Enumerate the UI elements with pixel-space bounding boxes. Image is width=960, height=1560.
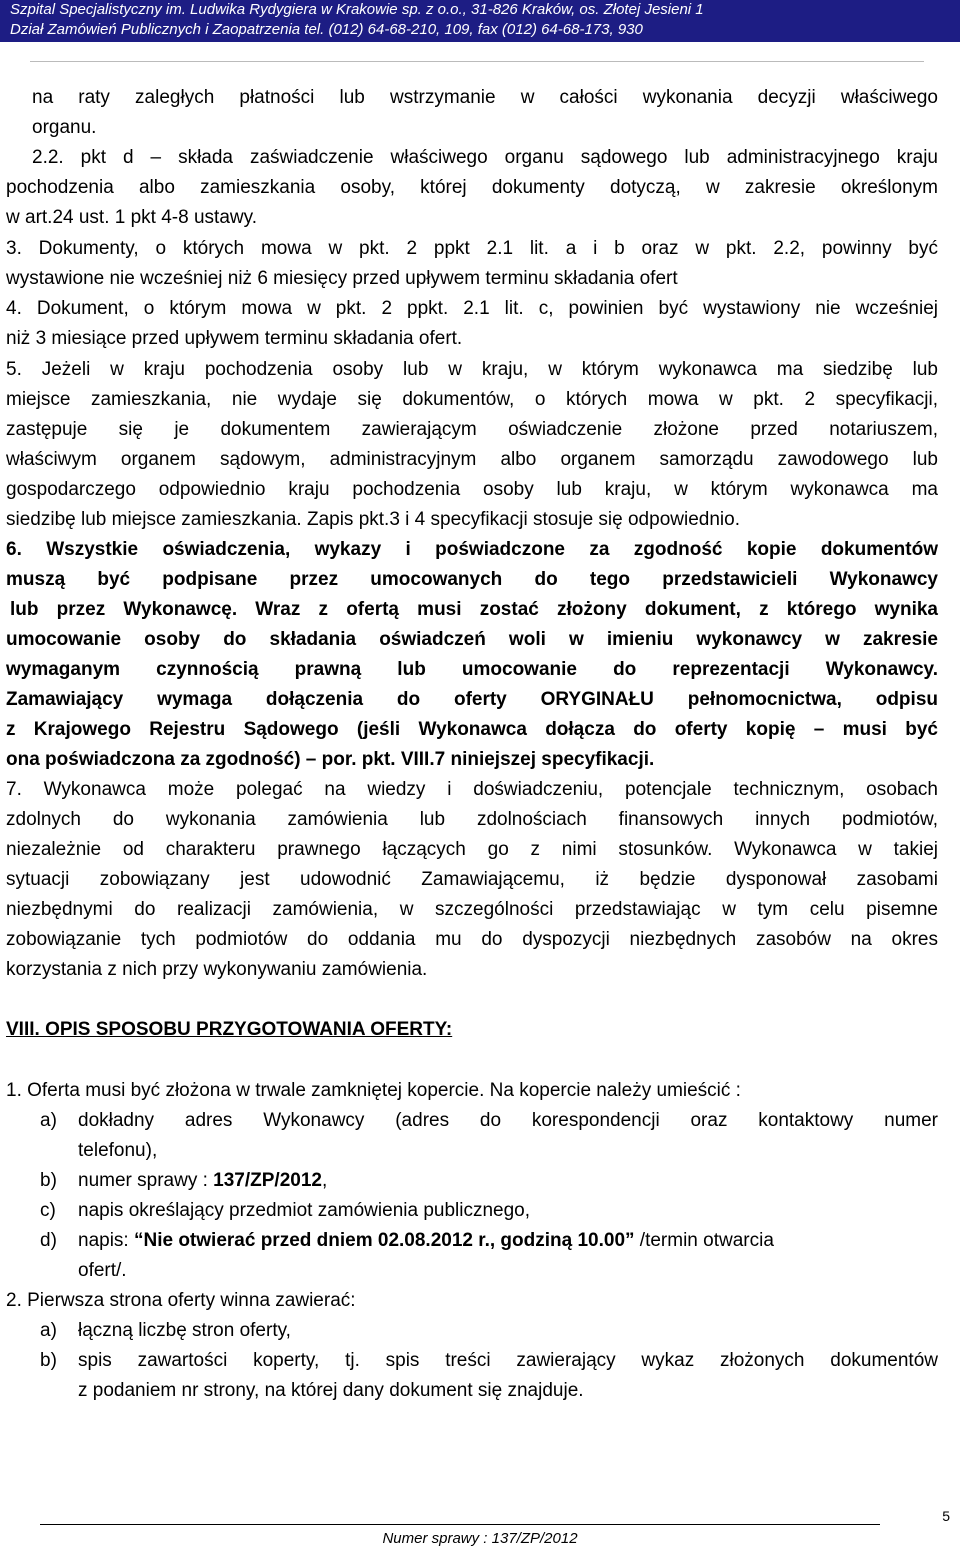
bold-text-line: Zamawiający wymaga dołączenia do oferty ORYGINAŁU pełnomocnictwa, odpisu [6,689,938,710]
punctuation: , [321,1170,328,1191]
footer-divider [40,1524,880,1525]
text-line: 2.2. pkt d – składa zaświadczenie właściwego organu sądowego lub administracyjnego kraju [32,147,938,168]
text-line: 3. Dokumenty, o których mowa w pkt. 2 ppkt 2.1 lit. a i b oraz w pkt. 2.2, powinny być [6,238,938,259]
text-line: 4. Dokument, o którym mowa w pkt. 2 ppkt. 2.1 lit. c, powinien być wystawiony nie wcześniej [6,298,938,319]
footer-case-number: Numer sprawy : 137/ZP/2012 [382,1530,578,1547]
list-item: telefonu), [78,1140,158,1161]
napis-label: napis: [78,1230,134,1251]
list-item: napis określający przedmiot zamówienia publicznego, [78,1200,531,1221]
list-label: a) [40,1110,57,1131]
text-line: zastępuje się je dokumentem zawierającym oświadczenie złożone przed notariuszem, [6,419,938,440]
list-label: a) [40,1320,57,1341]
text-line: niezbędnymi do realizacji zamówienia, w szczególności przedstawiając w tym celu pisemne [6,899,938,920]
text-line: sytuacji zobowiązany jest udowodnić Zamawiającemu, iż będzie dysponował zasobami [6,869,938,890]
page-number: 5 [942,1508,950,1524]
section-heading: VIII. OPIS SPOSOBU PRZYGOTOWANIA OFERTY: [6,1019,453,1040]
bold-text-line: wymaganym czynnością prawną lub umocowanie do reprezentacji Wykonawcy. [6,659,938,680]
list-label: d) [40,1230,57,1251]
text-line: miejsce zamieszkania, nie wydaje się dokumentów, o których mowa w pkt. 2 specyfikacji, [6,389,938,410]
text-line: właściwym organem sądowym, administracyjnym albo organem samorządu zawodowego lub [6,449,938,470]
list-label: c) [40,1200,56,1221]
napis-tail: /termin otwarcia [634,1230,774,1251]
text-line: zdolnych do wykonania zamówienia lub zdolnościach finansowych innych podmiotów, [6,809,938,830]
bold-text-line: muszą być podpisane przez umocowanych do tego przedstawicieli Wykonawcy [6,569,938,590]
list-label: b) [40,1170,57,1191]
text-line: gospodarczego odpowiednio kraju pochodzenia osoby lub kraju, w którym wykonawca ma [6,479,938,500]
case-label: numer sprawy : [78,1170,214,1191]
page-header-bar [0,0,960,42]
list-item: ofert/. [78,1260,127,1281]
text-line: pochodzenia albo zamieszkania osoby, której dokumenty dotyczą, w zakresie określonym [6,177,938,198]
text-line: 7. Wykonawca może polegać na wiedzy i doświadczeniu, potencjale technicznym, osobach [6,779,938,800]
case-number: 137/ZP/2012 [213,1170,322,1191]
do-not-open-notice: “Nie otwierać przed dniem 02.08.2012 r., godziną 10.00” [133,1230,635,1251]
list-label: b) [40,1350,57,1371]
list-item: łączną liczbę stron oferty, [78,1320,291,1341]
text-line: siedzibę lub miejsce zamieszkania. Zapis pkt.3 i 4 specyfikacji stosuje się odpowiednio. [6,509,740,530]
header-divider [30,61,924,62]
text-line: na raty zaległych płatności lub wstrzymanie w całości wykonania decyzji właściwego [32,87,938,108]
text-line: korzystania z nich przy wykonywaniu zamówienia. [6,959,428,980]
list-item [78,1166,938,1196]
text-line: w art.24 ust. 1 pkt 4-8 ustawy. [6,207,257,228]
bold-text-line: z Krajowego Rejestru Sądowego (jeśli Wykonawca dołącza do oferty kopię – musi być [6,719,938,740]
list-item: spis zawartości koperty, tj. spis treści zawierający wykaz złożonych dokumentów [78,1350,938,1371]
list-item: z podaniem nr strony, na której dany dokument się znajduje. [78,1380,584,1401]
bold-text-line: umocowanie osoby do składania oświadczeń woli w imieniu wykonawcy w zakresie [6,629,938,650]
header-line-1: Szpital Specjalistyczny im. Ludwika Rydygiera w Krakowie sp. z o.o., 31-826 Kraków, os. Złotej Jesieni 1 [10,1,704,18]
header-line-2: Dział Zamówień Publicznych i Zaopatrzenia tel. (012) 64-68-210, 109, fax (012) 64-68-173, 930 [10,21,643,38]
text-line: 5. Jeżeli w kraju pochodzenia osoby lub w kraju, w którym wykonawca ma siedzibę lub [6,359,938,380]
bold-text-line: ona poświadczona za zgodność) – por. pkt. VIII.7 niniejszej specyfikacji. [6,749,655,770]
text-line: organu. [32,117,97,138]
list-item [78,1226,938,1256]
bold-text-line: lub przez Wykonawcę. Wraz z ofertą musi zostać złożony dokument, z którego wynika [10,599,938,620]
text-line: zobowiązanie tych podmiotów do oddania mu do dyspozycji niezbędnych zasobów na okres [6,929,938,950]
text-line: niż 3 miesiące przed upływem terminu składania ofert. [6,328,463,349]
list-item: 1. Oferta musi być złożona w trwale zamkniętej kopercie. Na kopercie należy umieścić : [6,1080,741,1101]
bold-text-line: 6. Wszystkie oświadczenia, wykazy i poświadczone za zgodność kopie dokumentów [6,539,938,560]
text-line: wystawione nie wcześniej niż 6 miesięcy przed upływem terminu składania ofert [6,268,678,289]
list-item: 2. Pierwsza strona oferty winna zawierać: [6,1290,356,1311]
list-item: dokładny adres Wykonawcy (adres do korespondencji oraz kontaktowy numer [78,1110,938,1131]
text-line: niezależnie od charakteru prawnego łączących go z nimi stosunków. Wykonawca w takiej [6,839,938,860]
